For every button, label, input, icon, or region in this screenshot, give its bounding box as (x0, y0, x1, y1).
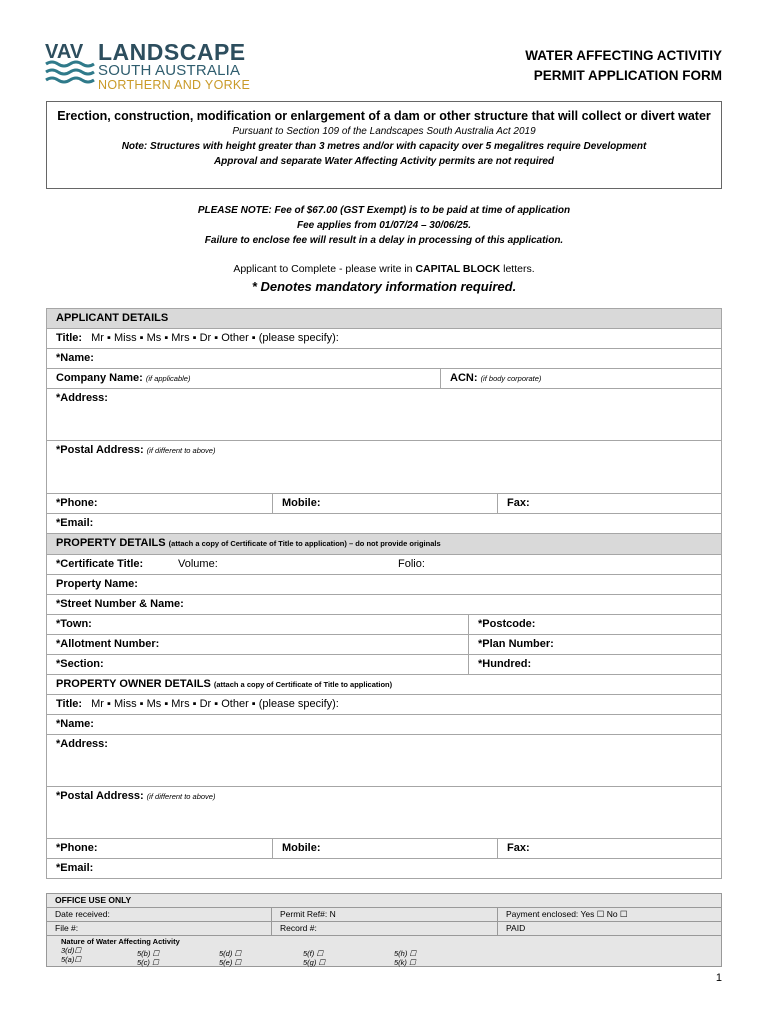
page-number: 1 (715, 972, 722, 984)
office-use-box (46, 893, 722, 967)
applicant-company-row (46, 369, 722, 389)
applicant-acn-hint: (if body corporate) (480, 374, 542, 383)
instruction-suffix: letters. (500, 263, 535, 275)
town-field[interactable]: *Town: (47, 615, 469, 634)
volume-label: Volume: (178, 558, 218, 570)
logo-wordmark: LANDSCAPE (98, 39, 246, 65)
applicant-details-heading: APPLICANT DETAILS (56, 312, 169, 324)
applicant-company-hint: (if applicable) (145, 374, 191, 383)
record-number-label: Record #: (272, 922, 498, 935)
application-form (46, 308, 722, 879)
owner-mobile-field[interactable]: Mobile: (273, 839, 498, 858)
file-number-label: File #: (47, 922, 272, 935)
applicant-company-label: Company Name: (56, 372, 143, 384)
applicant-mobile-field[interactable]: Mobile: (273, 494, 498, 513)
intro-pursuant: Pursuant to Section 109 of the Landscapes South Australia Act 2019 (232, 126, 536, 137)
applicant-address-label: *Address: (56, 392, 108, 404)
certificate-title-row[interactable] (46, 555, 722, 575)
folio-label: Folio: (398, 558, 425, 570)
instruction-bold: CAPITAL BLOCK (415, 263, 501, 275)
payment-enclosed-label[interactable]: Payment enclosed: Yes ☐ No ☐ (506, 909, 628, 919)
allotment-row (46, 635, 722, 655)
property-details-header (46, 534, 722, 555)
fee-note-line3: Failure to enclose fee will result in a delay in processing of this application. (204, 235, 564, 246)
owner-title-label: Title: (56, 698, 83, 710)
applicant-acn-field[interactable] (441, 369, 721, 388)
applicant-phone-row (46, 494, 722, 514)
applicant-postal-field[interactable] (46, 441, 722, 494)
street-label: *Street Number & Name: (56, 598, 184, 610)
owner-title-row[interactable] (46, 695, 722, 715)
date-received-label: Date received: (47, 908, 272, 921)
checkbox-5k[interactable]: 5(k) ☐ (394, 958, 416, 967)
nature-of-activity (47, 936, 721, 966)
allotment-field[interactable]: *Allotment Number: (47, 635, 469, 654)
property-name-label: Property Name: (56, 578, 138, 590)
applicant-acn-label: ACN: (450, 372, 478, 384)
town-row (46, 615, 722, 635)
postcode-field[interactable]: *Postcode: (478, 618, 536, 630)
applicant-title-row[interactable] (46, 329, 722, 349)
property-name-field[interactable] (46, 575, 722, 595)
office-use-heading: OFFICE USE ONLY (55, 895, 132, 905)
checkbox-5f[interactable]: 5(f) ☐ (303, 949, 324, 958)
intro-note-line2: Approval and separate Water Affecting Activity permits are not required (213, 156, 555, 167)
applicant-name-label: *Name: (56, 352, 94, 364)
owner-address-label: *Address: (56, 738, 108, 750)
plan-number-field[interactable]: *Plan Number: (478, 638, 554, 650)
applicant-fax-field[interactable]: Fax: (507, 497, 530, 509)
applicant-details-header (46, 308, 722, 329)
form-title (442, 46, 722, 86)
fee-note-line1: PLEASE NOTE: Fee of $67.00 (GST Exempt) is to be paid at time of application (197, 205, 571, 216)
logo-subtitle-region: SOUTH AUSTRALIA (98, 62, 241, 79)
applicant-email-label: *Email: (56, 517, 94, 529)
applicant-phone-field[interactable]: *Phone: (47, 494, 273, 513)
applicant-title-label: Title: (56, 332, 83, 344)
applicant-email-field[interactable] (46, 514, 722, 534)
office-row-1 (47, 908, 721, 922)
hundred-field[interactable]: *Hundred: (478, 658, 532, 670)
office-use-header (47, 894, 721, 908)
property-details-heading: PROPERTY DETAILS (56, 537, 166, 549)
owner-details-header (46, 675, 722, 695)
form-title-line2: PERMIT APPLICATION FORM (533, 68, 722, 83)
checkbox-5c[interactable]: 5(c) ☐ (137, 958, 159, 967)
checkbox-5d[interactable]: 5(d) ☐ (219, 949, 242, 958)
applicant-postal-hint: (if different to above) (146, 446, 216, 455)
owner-title-options[interactable]: Mr ▪ Miss ▪ Ms ▪ Mrs ▪ Dr ▪ Other ▪ (please specify): (91, 698, 339, 710)
owner-postal-field[interactable] (46, 787, 722, 839)
nature-heading: Nature of Water Affecting Activity (61, 937, 180, 946)
checkbox-5e[interactable]: 5(e) ☐ (219, 958, 242, 967)
section-row (46, 655, 722, 675)
section-field[interactable]: *Section: (47, 655, 469, 674)
checkbox-5a[interactable]: 5(a)☐ (61, 955, 82, 964)
owner-fax-field[interactable]: Fax: (507, 842, 530, 854)
applicant-name-field[interactable] (46, 349, 722, 369)
office-row-2 (47, 922, 721, 936)
owner-postal-label: *Postal Address: (56, 790, 144, 802)
owner-details-heading: PROPERTY OWNER DETAILS (56, 678, 211, 690)
permit-ref-label: Permit Ref#: N (272, 908, 498, 921)
landscape-logo-mark-icon (45, 40, 95, 90)
logo-subtitle-area: NORTHERN AND YORKE (98, 78, 251, 92)
checkbox-3d[interactable]: 3(d)☐ (61, 946, 82, 955)
instruction-prefix: Applicant to Complete - please write in (233, 263, 416, 275)
owner-phone-field[interactable]: *Phone: (47, 839, 273, 858)
property-details-hint: (attach a copy of Certificate of Title to application) – do not provide originals (168, 539, 441, 548)
applicant-title-options[interactable]: Mr ▪ Miss ▪ Ms ▪ Mrs ▪ Dr ▪ Other ▪ (please specify): (91, 332, 339, 344)
mandatory-note: * Denotes mandatory information required. (251, 279, 517, 294)
applicant-address-field[interactable] (46, 389, 722, 441)
fee-note (46, 203, 722, 248)
certificate-title-label: *Certificate Title: (56, 558, 144, 570)
instruction (46, 263, 722, 275)
owner-phone-row (46, 839, 722, 859)
checkbox-5g[interactable]: 5(g) ☐ (303, 958, 326, 967)
street-field[interactable] (46, 595, 722, 615)
logo (45, 40, 275, 92)
applicant-postal-label: *Postal Address: (56, 444, 144, 456)
logo-mark-text: VAV (45, 41, 84, 63)
form-title-line1: WATER AFFECTING ACTIVITIY (525, 48, 722, 63)
intro-heading: Erection, construction, modification or enlargement of a dam or other structure that will collect or divert water (57, 109, 711, 123)
owner-name-label: *Name: (56, 718, 94, 730)
intro-note-line1: Note: Structures with height greater than 3 metres and/or with capacity over 5 megalitres require Development (121, 141, 647, 152)
owner-email-field[interactable] (46, 859, 722, 879)
fee-note-line2: Fee applies from 01/07/24 – 30/06/25. (297, 220, 471, 231)
owner-details-hint: (attach a copy of Certificate of Title to application) (213, 680, 393, 689)
applicant-company-field[interactable] (47, 369, 441, 388)
owner-name-field[interactable] (46, 715, 722, 735)
owner-address-field[interactable] (46, 735, 722, 787)
checkbox-5b[interactable]: 5(b) ☐ (137, 949, 160, 958)
paid-label: PAID (506, 923, 526, 933)
owner-postal-hint: (if different to above) (146, 792, 216, 801)
checkbox-5h[interactable]: 5(h) ☐ (394, 949, 417, 958)
owner-email-label: *Email: (56, 862, 94, 874)
intro-box (46, 101, 722, 189)
